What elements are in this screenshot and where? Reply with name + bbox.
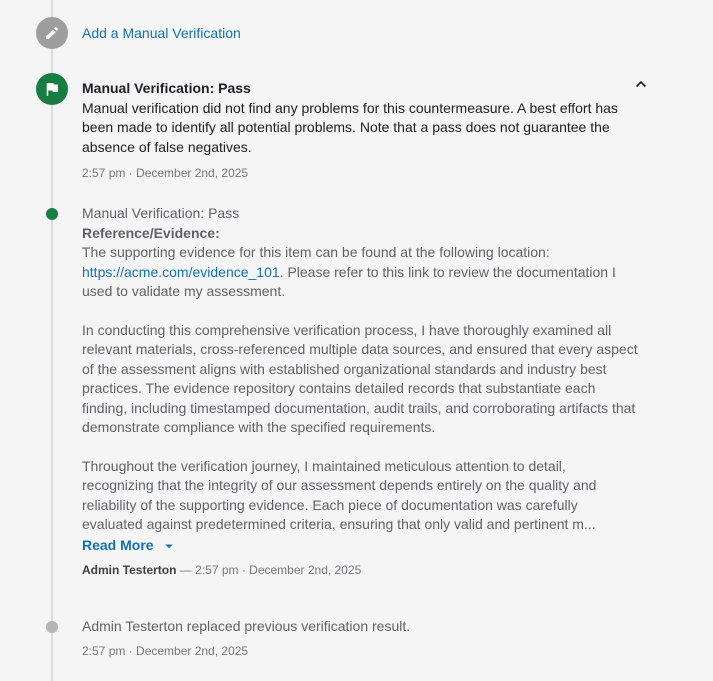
add-manual-verification-link[interactable]: Add a Manual Verification [82,25,241,41]
pencil-icon [44,25,60,41]
evidence-intro-text: The supporting evidence for this item can be found at the following location: [82,244,550,260]
activity-note-timestamp: 2:57 pm · December 2nd, 2025 [82,644,249,658]
verification-summary-marker [36,79,68,181]
evidence-after-link-text: . Please refer to this link to review the documentation I used to validate my assessment. [82,263,616,299]
collapse-button[interactable] [631,74,651,94]
verification-detail-timestamp: 2:57 pm · December 2nd, 2025 [195,562,362,577]
add-verification-entry [36,17,713,49]
verification-summary-title: Manual Verification: Pass [82,80,251,96]
chevron-up-icon [631,74,651,94]
verification-detail-entry [36,204,713,578]
activity-note-entry [36,617,713,660]
verification-detail-title: Manual Verification: Pass [82,205,240,221]
author-name: Admin Testerton [82,562,177,577]
activity-note-marker [36,617,68,660]
verification-summary-entry [36,79,713,181]
verification-summary-header [82,79,713,99]
add-verification-marker [36,17,68,49]
flag-avatar [36,73,68,105]
detail-paragraph-2: In conducting this comprehensive verification process, I have thoroughly examined all relevant materials, cross-referenced multiple data sources, and ensured that every aspect of the assessment aligns with established organizational standards and industry best practices. The evidence repository contains detailed records that substantiate each finding, including timestamped documentation, audit trails, and corroborating artifacts that demonstrate compliance with the specified requirements. [82,321,638,435]
pencil-avatar [36,17,68,49]
evidence-link[interactable]: https://acme.com/evidence_101 [82,263,280,280]
flag-icon [43,80,61,98]
triangle-down-icon [154,535,178,555]
verification-detail-marker [36,204,68,578]
verification-summary-body: Manual verification did not find any problems for this countermeasure. A best effort has been made to identify all potential problems. Note that a pass does not guarantee the absence of false negatives. [82,99,618,155]
read-more-label: Read More [82,536,154,553]
detail-paragraph-3: Throughout the verification journey, I maintained meticulous attention to detail, recognizing that the integrity of our assessment depends entirely on the quality and reliability of the supporting evidence. Each piece of documentation was carefully evaluated against predetermined criteria, ensuring that only valid and pertinent m... [82,457,597,532]
gray-dot-icon [46,621,58,633]
verification-summary-timestamp: 2:57 pm · December 2nd, 2025 [82,166,249,180]
evidence-paragraph [82,243,638,302]
author-separator: — [179,562,192,577]
activity-note-text: Admin Testerton replaced previous verification result. [82,617,411,634]
verification-detail-footer [82,562,713,578]
reference-evidence-label: Reference/Evidence: [82,224,220,241]
read-more-button[interactable] [82,535,178,555]
green-dot-icon [46,208,58,220]
